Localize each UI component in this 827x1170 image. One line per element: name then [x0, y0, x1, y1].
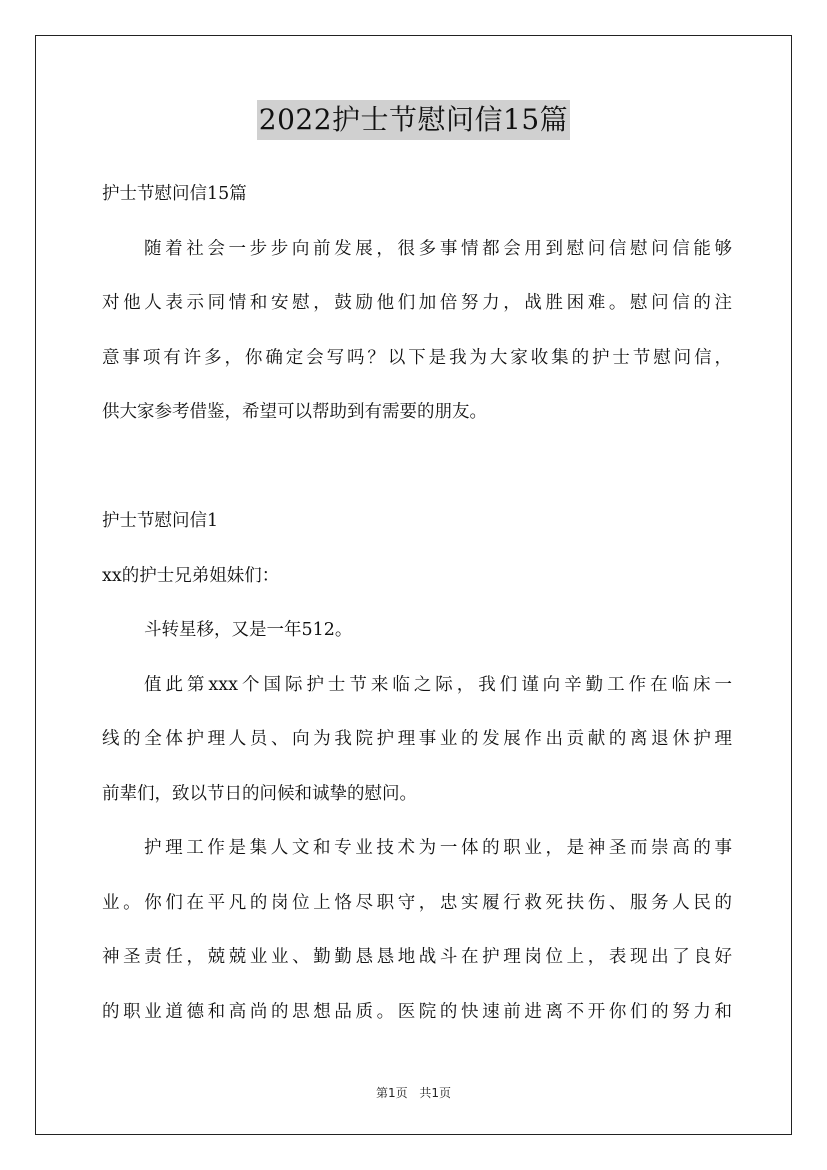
document-title: 2022护士节慰问信15篇	[257, 100, 570, 140]
paragraph-3-line-3: 神圣责任，兢兢业业、勤勤恳恳地战斗在护理岗位上，表现出了良好	[102, 947, 732, 967]
page-number-current: 第1页	[375, 1086, 408, 1100]
paragraph-3-line-1: 护理工作是集人文和专业技术为一体的职业，是神圣而崇高的事	[144, 838, 732, 858]
paragraph-2-line-3: 前辈们，致以节日的问候和诚挚的慰问。	[102, 783, 417, 804]
page-footer	[0, 1084, 827, 1101]
paragraph-1: 斗转星移，又是一年512。	[144, 620, 353, 640]
paragraph-3-line-4: 的职业道德和高尚的思想品质。医院的快速前进离不开你们的努力和	[102, 1001, 732, 1022]
salutation: xx的护士兄弟姐妹们：	[102, 565, 280, 586]
paragraph-3-line-2: 业。你们在平凡的岗位上恪尽职守，忠实履行救死扶伤、服务人民的	[102, 892, 732, 913]
intro-line-4: 供大家参考借鉴，希望可以帮助到有需要的朋友。	[102, 402, 487, 422]
paragraph-2-line-1: 值此第xxx个国际护士节来临之际，我们谨向辛勤工作在临床一	[144, 674, 732, 695]
paragraph-2-line-2: 线的全体护理人员、向为我院护理事业的发展作出贡献的离退休护理	[102, 729, 732, 749]
paragraph-gap	[102, 449, 732, 504]
intro-line-3: 意事项有许多，你确定会写吗？以下是我为大家收集的护士节慰问信，	[102, 347, 732, 368]
subtitle: 护士节慰问信15篇	[102, 184, 247, 204]
title-container	[0, 100, 827, 140]
letter-heading: 护士节慰问信1	[102, 511, 219, 531]
document-body	[102, 176, 732, 1048]
page-number-total: 共1页	[419, 1086, 452, 1100]
intro-line-2: 对他人表示同情和安慰，鼓励他们加倍努力，战胜困难。慰问信的注	[102, 293, 732, 313]
intro-line-1: 随着社会一步步向前发展，很多事情都会用到慰问信慰问信能够	[144, 238, 732, 259]
